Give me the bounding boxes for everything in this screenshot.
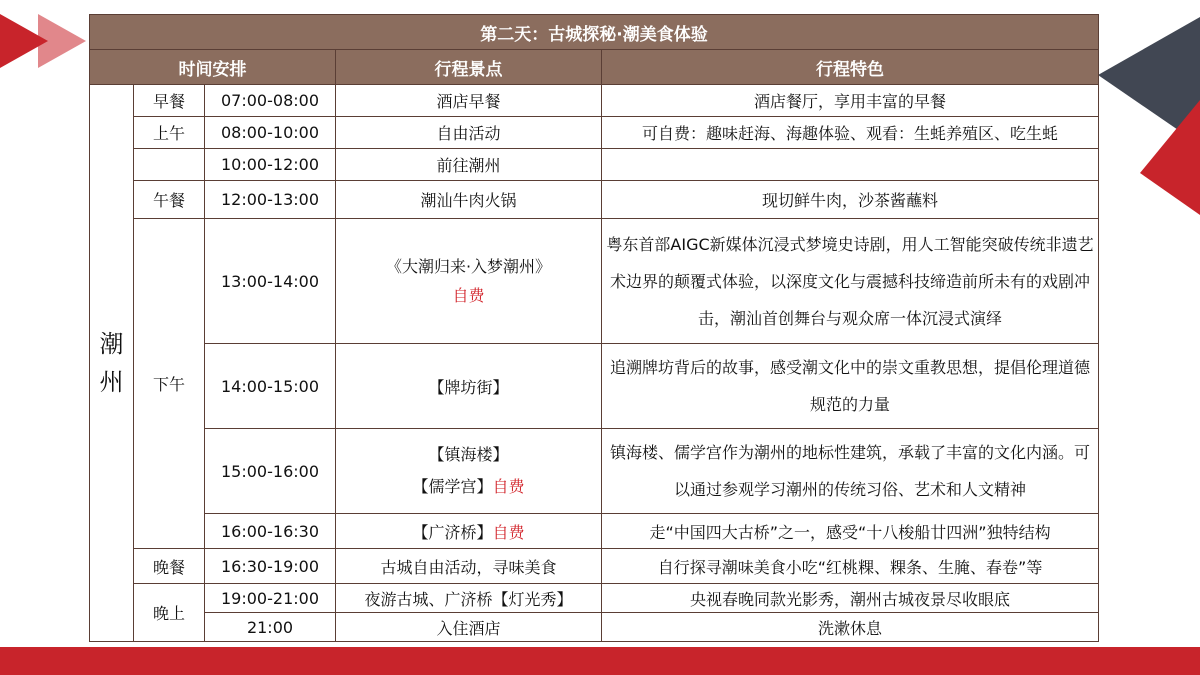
feature-cell xyxy=(602,149,1099,181)
header-time: 时间安排 xyxy=(90,50,336,85)
period-dinner: 晚餐 xyxy=(134,549,205,584)
period-afternoon: 下午 xyxy=(134,219,205,549)
time-cell: 07:00-08:00 xyxy=(205,85,336,117)
time-cell: 14:00-15:00 xyxy=(205,344,336,429)
itinerary-table xyxy=(89,14,1099,642)
spot-cell: 潮汕牛肉火锅 xyxy=(336,181,602,219)
period-morning: 上午 xyxy=(134,117,205,149)
feature-cell: 自行探寻潮味美食小吃“红桃粿、粿条、生腌、春卷”等 xyxy=(602,549,1099,584)
table-row xyxy=(90,429,1099,514)
table-row xyxy=(90,549,1099,584)
feature-cell: 追溯牌坊背后的故事，感受潮文化中的崇文重教思想，提倡伦理道德规范的力量 xyxy=(602,344,1099,429)
spot-cell: 古城自由活动，寻味美食 xyxy=(336,549,602,584)
feature-cell: 酒店餐厅，享用丰富的早餐 xyxy=(602,85,1099,117)
self-pay-note: 自费 xyxy=(492,522,525,542)
feature-cell: 央视春晚同款光影秀，潮州古城夜景尽收眼底 xyxy=(602,584,1099,613)
period-breakfast: 早餐 xyxy=(134,85,205,117)
time-cell: 13:00-14:00 xyxy=(205,219,336,344)
feature-cell: 洗漱休息 xyxy=(602,613,1099,642)
title-row xyxy=(90,15,1099,50)
time-cell: 08:00-10:00 xyxy=(205,117,336,149)
time-cell: 16:30-19:00 xyxy=(205,549,336,584)
table-row xyxy=(90,149,1099,181)
city-char-1: 潮 xyxy=(99,330,124,358)
spot-cell xyxy=(336,429,602,514)
self-pay-note: 自费 xyxy=(452,286,485,305)
red-triangle-decoration xyxy=(1138,100,1200,230)
period-evening: 晚上 xyxy=(134,584,205,642)
period-lunch: 午餐 xyxy=(134,181,205,219)
spot-cell: 入住酒店 xyxy=(336,613,602,642)
spot-name: 【广济桥】 xyxy=(412,522,493,542)
spot-cell: 【牌坊街】 xyxy=(336,344,602,429)
spot-name-2: 【儒学宫】 xyxy=(412,477,493,496)
table-row xyxy=(90,219,1099,344)
spot-cell xyxy=(336,219,602,344)
feature-cell: 可自费：趣味赶海、海趣体验、观看：生蚝养殖区、吃生蚝 xyxy=(602,117,1099,149)
table-row xyxy=(90,85,1099,117)
feature-cell: 现切鲜牛肉，沙茶酱蘸料 xyxy=(602,181,1099,219)
spot-cell: 酒店早餐 xyxy=(336,85,602,117)
table-row xyxy=(90,344,1099,429)
table-title: 第二天：古城探秘·潮美食体验 xyxy=(90,15,1099,50)
spot-cell: 前往潮州 xyxy=(336,149,602,181)
city-cell xyxy=(90,85,134,642)
time-cell: 12:00-13:00 xyxy=(205,181,336,219)
time-cell: 19:00-21:00 xyxy=(205,584,336,613)
feature-cell: 镇海楼、儒学宫作为潮州的地标性建筑，承载了丰富的文化内涵。可以通过参观学习潮州的传统习俗、艺术和人文精神 xyxy=(602,429,1099,514)
time-cell: 15:00-16:00 xyxy=(205,429,336,514)
city-char-2: 州 xyxy=(99,368,124,396)
time-cell: 16:00-16:30 xyxy=(205,514,336,549)
spot-cell: 夜游古城、广济桥【灯光秀】 xyxy=(336,584,602,613)
period-empty xyxy=(134,149,205,181)
self-pay-note: 自费 xyxy=(492,477,525,496)
header-row xyxy=(90,50,1099,85)
time-cell: 10:00-12:00 xyxy=(205,149,336,181)
spot-cell: 自由活动 xyxy=(336,117,602,149)
bottom-accent-bar xyxy=(0,647,1200,675)
header-feature: 行程特色 xyxy=(602,50,1099,85)
table-row xyxy=(90,117,1099,149)
table-row xyxy=(90,613,1099,642)
spot-name: 【镇海楼】 xyxy=(428,445,509,464)
header-spot: 行程景点 xyxy=(336,50,602,85)
feature-cell: 粤东首部AIGC新媒体沉浸式梦境史诗剧，用人工智能突破传统非遗艺术边界的颠覆式体验，以深度文化与震撼科技缔造前所未有的戏剧冲击，潮汕首创舞台与观众席一体沉浸式演绎 xyxy=(602,219,1099,344)
spot-name: 《大潮归来·入梦潮州》 xyxy=(385,257,552,276)
red-arrow-left-decoration xyxy=(0,0,90,80)
table-row xyxy=(90,514,1099,549)
time-cell: 21:00 xyxy=(205,613,336,642)
table-row xyxy=(90,181,1099,219)
table-row xyxy=(90,584,1099,613)
spot-cell xyxy=(336,514,602,549)
feature-cell: 走“中国四大古桥”之一，感受“十八梭船廿四洲”独特结构 xyxy=(602,514,1099,549)
